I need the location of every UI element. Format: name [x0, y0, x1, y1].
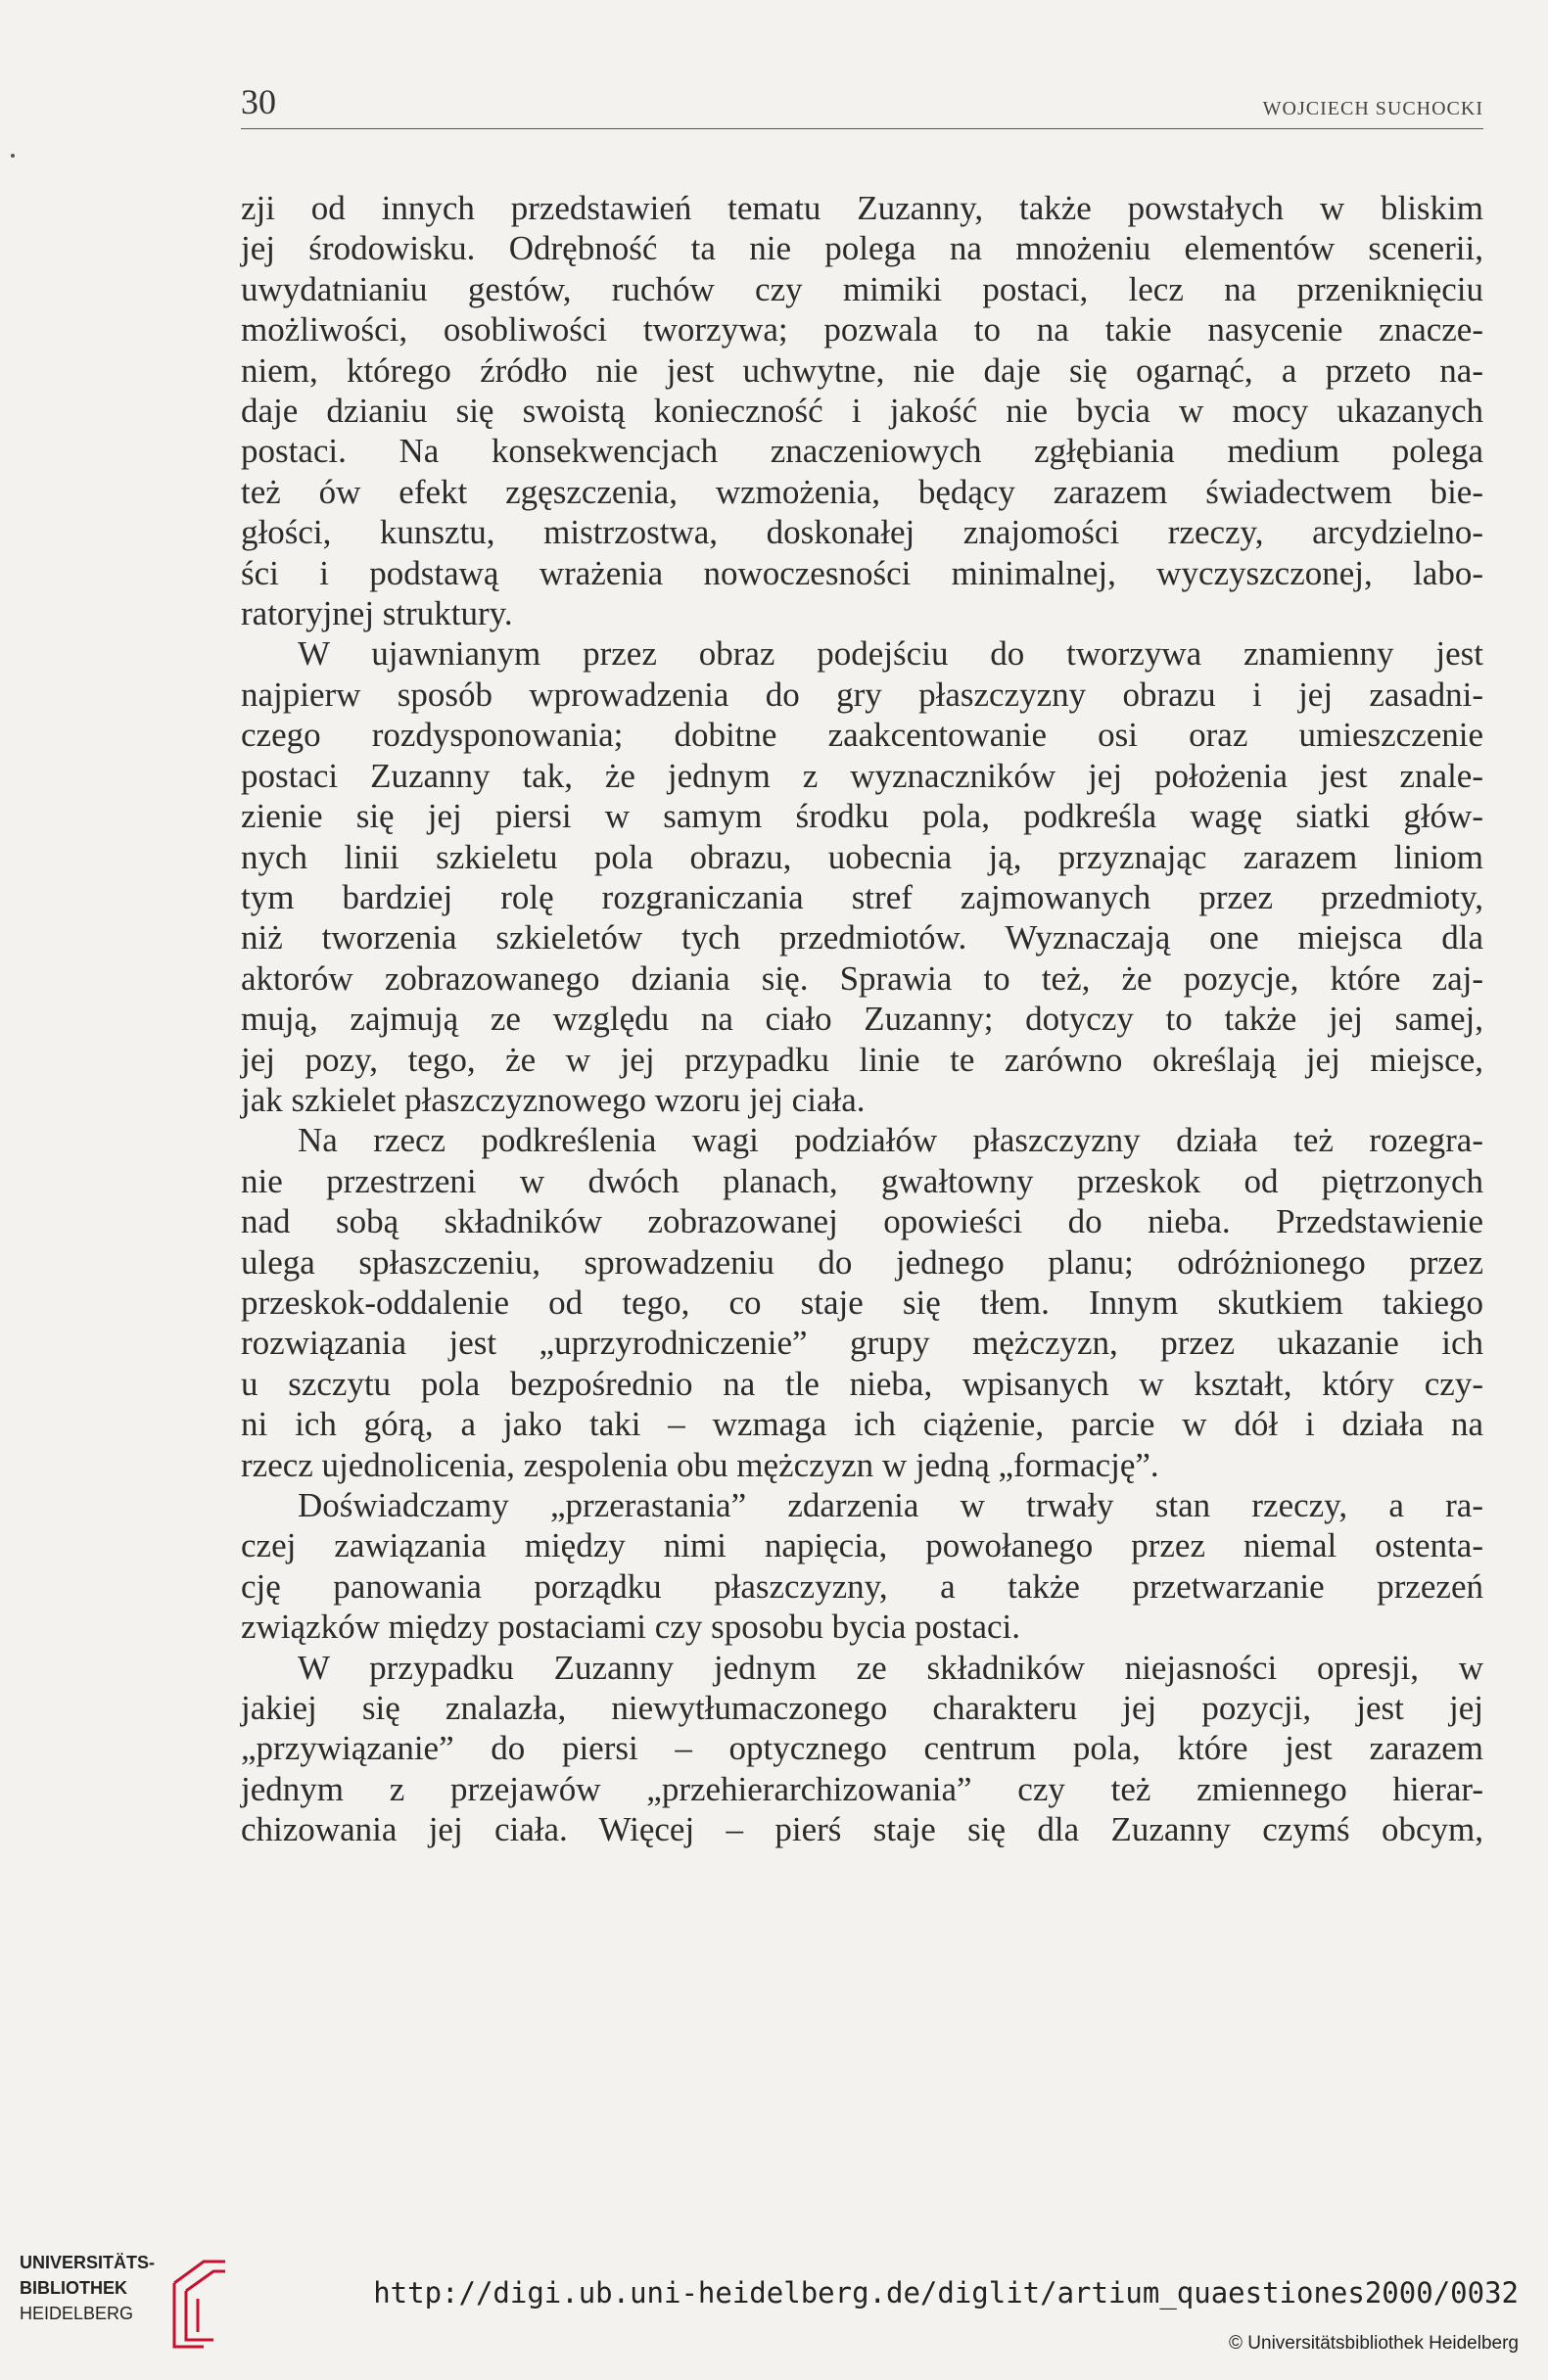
logo-line-3: HEIDELBERG — [20, 2304, 134, 2323]
page-number: 30 — [241, 82, 276, 121]
text-line: uwydatnianiu gestów, ruchów czy mimiki postaci, lecz na przeniknięciu — [241, 269, 1483, 308]
text-line: ści i podstawą wrażenia nowoczesności minimalnej, wyczyszczonej, labo- — [241, 553, 1483, 592]
text-line: zienie się jej piersi w samym środku pola, podkreśla wagę siatki głów- — [241, 797, 1483, 836]
scan-speck — [11, 154, 15, 158]
logo-line-2: BIBLIOTHEK — [20, 2278, 127, 2298]
text-line: nie przestrzeni w dwóch planach, gwałtowny przeskok od piętrzonych — [241, 1161, 1483, 1200]
text-line: niem, którego źródło nie jest uchwytne, nie daje się ogarnąć, a przeto na- — [241, 350, 1483, 390]
text-line: postaci. Na konsekwencjach znaczeniowych zgłębiania medium polega — [241, 432, 1483, 471]
text-line: ulega spłaszczeniu, sprowadzeniu do jednego planu; odróżnionego przez — [241, 1242, 1483, 1282]
text-line: nych linii szkieletu pola obrazu, uobecnia ją, przyznając zarazem liniom — [241, 837, 1483, 876]
text-line: chizowania jej ciała. Więcej – pierś staje się dla Zuzanny czymś obcym, — [241, 1810, 1483, 1849]
text-line: związków między postaciami czy sposobu bycia postaci. — [241, 1608, 1021, 1647]
text-line: jakiej się znalazła, niewytłumaczonego charakteru jej pozycji, jest jej — [241, 1689, 1483, 1728]
text-line: też ów efekt zgęszczenia, wzmożenia, będący zarazem świadectwem bie- — [241, 472, 1483, 511]
text-line: W ujawnianym przez obraz podejściu do tworzywa znamienny jest — [298, 634, 1483, 674]
text-line: ratoryjnej struktury. — [241, 594, 513, 633]
text-line: zji od innych przedstawień tematu Zuzanny, także powstałych w bliskim — [241, 189, 1483, 227]
library-logo-icon — [164, 2254, 233, 2352]
text-line: jej środowisku. Odrębność ta nie polega na mnożeniu elementów scenerii, — [241, 229, 1483, 268]
text-line: czego rozdysponowania; dobitne zaakcentowanie osi oraz umieszczenie — [241, 716, 1483, 755]
text-line: W przypadku Zuzanny jednym ze składników niejasności opresji, w — [298, 1648, 1483, 1687]
text-line: Na rzecz podkreślenia wagi podziałów płaszczyzny działa też rozegra- — [298, 1121, 1483, 1160]
source-url[interactable]: http://digi.ub.uni-heidelberg.de/diglit/artium_quaestiones2000/0032 — [373, 2276, 1519, 2310]
text-line: przeskok-oddalenie od tego, co staje się tłem. Innym skutkiem takiego — [241, 1283, 1483, 1322]
text-line: Doświadczamy „przerastania” zdarzenia w trwały stan rzeczy, a ra- — [298, 1486, 1483, 1524]
text-line: jednym z przejawów „przehierarchizowania” czy też zmiennego hierar- — [241, 1769, 1483, 1808]
text-line: postaci Zuzanny tak, że jednym z wyznaczników jej położenia jest znale- — [241, 756, 1483, 795]
library-logo-text — [20, 2250, 155, 2326]
text-line: ni ich górą, a jako taki – wzmaga ich ciążenie, parcie w dół i działa na — [241, 1405, 1483, 1444]
text-line: możliwości, osobliwości tworzywa; pozwala to na takie nasycenie znacze- — [241, 310, 1483, 350]
text-line: niż tworzenia szkieletów tych przedmiotów. Wyznaczają one miejsca dla — [241, 918, 1483, 957]
text-line: jej pozy, tego, że w jej przypadku linie te zarówno określają jej miejsce, — [241, 1040, 1483, 1079]
library-logo — [20, 2250, 225, 2363]
text-line: najpierw sposób wprowadzenia do gry płaszczyzny obrazu i jej zasadni- — [241, 675, 1483, 714]
text-line: u szczytu pola bezpośrednio na tle nieba, wpisanych w kształt, który czy- — [241, 1364, 1483, 1403]
text-line: rzecz ujednolicenia, zespolenia obu mężczyzn w jedną „formację”. — [241, 1445, 1159, 1484]
copyright-notice: © Universitätsbibliothek Heidelberg — [1229, 2333, 1519, 2354]
text-line: aktorów zobrazowanego dziania się. Sprawia to też, że pozycje, które zaj- — [241, 958, 1483, 998]
body-text — [241, 188, 1483, 1850]
text-line: daje dzianiu się swoistą konieczność i jakość nie bycia w mocy ukazanych — [241, 392, 1483, 431]
header-rule — [241, 128, 1483, 129]
text-line: rozwiązania jest „uprzyrodniczenie” grupy mężczyzn, przez ukazanie ich — [241, 1324, 1483, 1363]
text-line: „przywiązanie” do piersi – optycznego centrum pola, które jest zarazem — [241, 1729, 1483, 1768]
text-line: cję panowania porządku płaszczyzny, a także przetwarzanie przezeń — [241, 1566, 1483, 1606]
text-line: czej zawiązania między nimi napięcia, powołanego przez niemal ostenta- — [241, 1526, 1483, 1565]
text-line: nad sobą składników zobrazowanej opowieści do nieba. Przedstawienie — [241, 1202, 1483, 1241]
text-line: tym bardziej rolę rozgraniczania stref zajmowanych przez przedmioty, — [241, 877, 1483, 916]
text-line: głości, kunsztu, mistrzostwa, doskonałej znajomości rzeczy, arcydzielno- — [241, 513, 1483, 552]
logo-line-1: UNIVERSITÄTS- — [20, 2253, 156, 2272]
running-head: WOJCIECH SUCHOCKI — [1262, 98, 1483, 119]
text-line: jak szkielet płaszczyznowego wzoru jej ciała. — [241, 1080, 866, 1119]
text-line: mują, zajmują ze względu na ciało Zuzanny; dotyczy to także jej samej, — [241, 1000, 1483, 1039]
